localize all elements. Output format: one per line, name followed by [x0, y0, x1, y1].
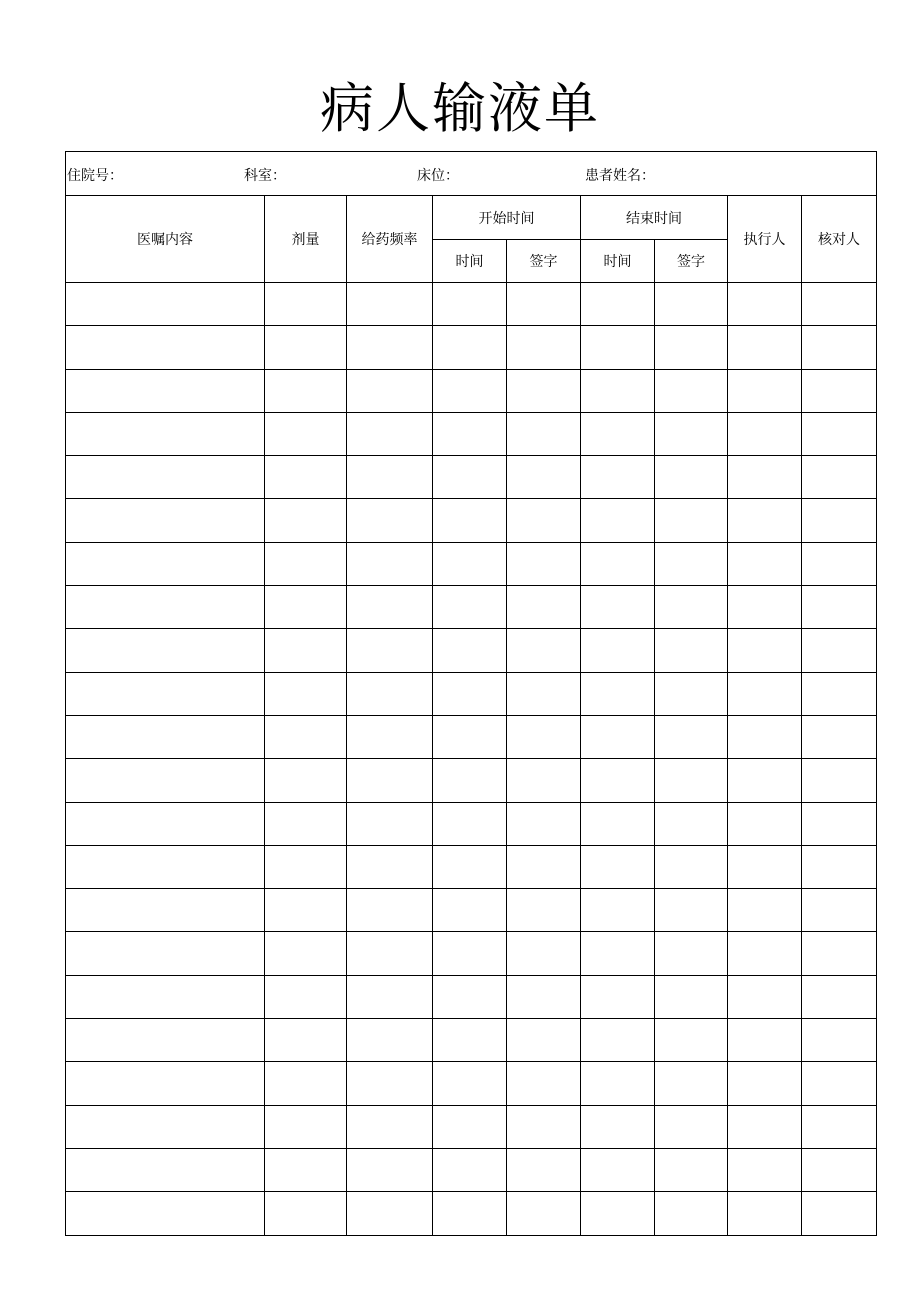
cell-end-signature[interactable] — [655, 369, 728, 412]
table-row — [66, 369, 877, 412]
cell-frequency[interactable] — [347, 1105, 433, 1148]
header-order-content: 医嘱内容 — [66, 196, 265, 283]
cell-start-time[interactable] — [433, 889, 507, 932]
cell-start-time[interactable] — [433, 672, 507, 715]
table-row — [66, 975, 877, 1018]
cell-frequency[interactable] — [347, 672, 433, 715]
cell-start-time[interactable] — [433, 975, 507, 1018]
cell-end-signature[interactable] — [655, 1105, 728, 1148]
cell-end-time[interactable] — [581, 283, 655, 326]
cell-executor[interactable] — [728, 1062, 802, 1105]
cell-dosage[interactable] — [265, 499, 347, 542]
cell-end-signature[interactable] — [655, 1192, 728, 1235]
cell-dosage[interactable] — [265, 542, 347, 585]
cell-dosage[interactable] — [265, 369, 347, 412]
cell-dosage[interactable] — [265, 456, 347, 499]
cell-checker[interactable] — [802, 412, 877, 455]
cell-dosage[interactable] — [265, 586, 347, 629]
cell-executor[interactable] — [728, 629, 802, 672]
cell-dosage[interactable] — [265, 672, 347, 715]
table-row — [66, 283, 877, 326]
table-row — [66, 629, 877, 672]
cell-end-time[interactable] — [581, 932, 655, 975]
cell-checker[interactable] — [802, 369, 877, 412]
cell-checker[interactable] — [802, 845, 877, 888]
cell-dosage[interactable] — [265, 715, 347, 758]
cell-order-content[interactable] — [66, 412, 265, 455]
cell-order-content[interactable] — [66, 456, 265, 499]
cell-end-signature[interactable] — [655, 889, 728, 932]
cell-start-time[interactable] — [433, 499, 507, 542]
table-row — [66, 889, 877, 932]
cell-checker[interactable] — [802, 326, 877, 369]
cell-end-signature[interactable] — [655, 586, 728, 629]
cell-frequency[interactable] — [347, 759, 433, 802]
cell-executor[interactable] — [728, 715, 802, 758]
cell-checker[interactable] — [802, 1192, 877, 1235]
cell-order-content[interactable] — [66, 499, 265, 542]
cell-order-content[interactable] — [66, 326, 265, 369]
cell-executor[interactable] — [728, 1148, 802, 1191]
cell-end-time[interactable] — [581, 326, 655, 369]
cell-executor[interactable] — [728, 412, 802, 455]
cell-start-signature[interactable] — [507, 889, 581, 932]
cell-frequency[interactable] — [347, 1148, 433, 1191]
cell-dosage[interactable] — [265, 412, 347, 455]
table-row — [66, 1062, 877, 1105]
cell-executor[interactable] — [728, 499, 802, 542]
cell-start-time[interactable] — [433, 586, 507, 629]
cell-checker[interactable] — [802, 672, 877, 715]
cell-start-signature[interactable] — [507, 1148, 581, 1191]
cell-order-content[interactable] — [66, 283, 265, 326]
cell-end-time[interactable] — [581, 889, 655, 932]
cell-frequency[interactable] — [347, 889, 433, 932]
cell-order-content[interactable] — [66, 759, 265, 802]
cell-executor[interactable] — [728, 1105, 802, 1148]
cell-start-signature[interactable] — [507, 672, 581, 715]
cell-start-signature[interactable] — [507, 1192, 581, 1235]
cell-order-content[interactable] — [66, 715, 265, 758]
patient-info-row — [66, 152, 877, 196]
cell-end-time[interactable] — [581, 586, 655, 629]
cell-start-time[interactable] — [433, 715, 507, 758]
cell-executor[interactable] — [728, 932, 802, 975]
cell-end-time[interactable] — [581, 369, 655, 412]
table-row — [66, 412, 877, 455]
bed-label: 床位： — [417, 168, 459, 184]
cell-order-content[interactable] — [66, 1019, 265, 1062]
table-row — [66, 586, 877, 629]
cell-end-signature[interactable] — [655, 1148, 728, 1191]
cell-end-signature[interactable] — [655, 629, 728, 672]
cell-order-content[interactable] — [66, 932, 265, 975]
cell-executor[interactable] — [728, 456, 802, 499]
table-row — [66, 1105, 877, 1148]
cell-executor[interactable] — [728, 672, 802, 715]
table-row — [66, 1148, 877, 1191]
cell-start-signature[interactable] — [507, 1019, 581, 1062]
cell-checker[interactable] — [802, 1062, 877, 1105]
cell-end-time[interactable] — [581, 629, 655, 672]
cell-frequency[interactable] — [347, 1062, 433, 1105]
cell-start-time[interactable] — [433, 932, 507, 975]
cell-start-signature[interactable] — [507, 975, 581, 1018]
cell-end-time[interactable] — [581, 759, 655, 802]
cell-dosage[interactable] — [265, 1105, 347, 1148]
cell-dosage[interactable] — [265, 1192, 347, 1235]
cell-start-signature[interactable] — [507, 1062, 581, 1105]
cell-frequency[interactable] — [347, 326, 433, 369]
cell-frequency[interactable] — [347, 283, 433, 326]
cell-checker[interactable] — [802, 1105, 877, 1148]
cell-end-signature[interactable] — [655, 845, 728, 888]
cell-checker[interactable] — [802, 802, 877, 845]
cell-dosage[interactable] — [265, 1148, 347, 1191]
cell-order-content[interactable] — [66, 802, 265, 845]
cell-checker[interactable] — [802, 283, 877, 326]
cell-checker[interactable] — [802, 1148, 877, 1191]
cell-frequency[interactable] — [347, 412, 433, 455]
cell-end-signature[interactable] — [655, 283, 728, 326]
cell-order-content[interactable] — [66, 889, 265, 932]
cell-start-time[interactable] — [433, 629, 507, 672]
cell-dosage[interactable] — [265, 326, 347, 369]
table-row — [66, 715, 877, 758]
cell-start-signature[interactable] — [507, 932, 581, 975]
cell-frequency[interactable] — [347, 802, 433, 845]
cell-checker[interactable] — [802, 499, 877, 542]
cell-executor[interactable] — [728, 759, 802, 802]
cell-start-time[interactable] — [433, 1192, 507, 1235]
header-row-top — [66, 196, 877, 240]
cell-dosage[interactable] — [265, 1019, 347, 1062]
cell-executor[interactable] — [728, 369, 802, 412]
cell-start-signature[interactable] — [507, 802, 581, 845]
cell-end-signature[interactable] — [655, 326, 728, 369]
cell-start-time[interactable] — [433, 1105, 507, 1148]
cell-start-time[interactable] — [433, 759, 507, 802]
cell-dosage[interactable] — [265, 802, 347, 845]
cell-executor[interactable] — [728, 586, 802, 629]
cell-frequency[interactable] — [347, 499, 433, 542]
cell-end-time[interactable] — [581, 1062, 655, 1105]
cell-dosage[interactable] — [265, 629, 347, 672]
table-row — [66, 326, 877, 369]
cell-executor[interactable] — [728, 802, 802, 845]
cell-start-signature[interactable] — [507, 412, 581, 455]
cell-executor[interactable] — [728, 283, 802, 326]
cell-start-signature[interactable] — [507, 499, 581, 542]
table-row — [66, 932, 877, 975]
cell-dosage[interactable] — [265, 975, 347, 1018]
cell-frequency[interactable] — [347, 845, 433, 888]
cell-checker[interactable] — [802, 542, 877, 585]
cell-end-signature[interactable] — [655, 1019, 728, 1062]
cell-order-content[interactable] — [66, 1192, 265, 1235]
header-dosage: 剂量 — [265, 196, 347, 283]
cell-order-content[interactable] — [66, 369, 265, 412]
cell-start-signature[interactable] — [507, 715, 581, 758]
header-end-time: 时间 — [581, 240, 655, 283]
cell-end-signature[interactable] — [655, 715, 728, 758]
cell-checker[interactable] — [802, 889, 877, 932]
cell-start-signature[interactable] — [507, 845, 581, 888]
cell-end-time[interactable] — [581, 1019, 655, 1062]
cell-end-time[interactable] — [581, 499, 655, 542]
cell-end-signature[interactable] — [655, 1062, 728, 1105]
cell-order-content[interactable] — [66, 1148, 265, 1191]
cell-end-time[interactable] — [581, 672, 655, 715]
cell-start-signature[interactable] — [507, 283, 581, 326]
cell-end-time[interactable] — [581, 542, 655, 585]
cell-end-signature[interactable] — [655, 672, 728, 715]
cell-frequency[interactable] — [347, 542, 433, 585]
cell-start-signature[interactable] — [507, 586, 581, 629]
cell-start-signature[interactable] — [507, 759, 581, 802]
cell-end-time[interactable] — [581, 802, 655, 845]
cell-end-signature[interactable] — [655, 542, 728, 585]
cell-end-signature[interactable] — [655, 412, 728, 455]
admission-no-label: 住院号： — [67, 168, 123, 184]
table-row — [66, 672, 877, 715]
cell-checker[interactable] — [802, 1019, 877, 1062]
cell-start-signature[interactable] — [507, 629, 581, 672]
cell-executor[interactable] — [728, 326, 802, 369]
infusion-table — [65, 151, 877, 1236]
cell-order-content[interactable] — [66, 542, 265, 585]
table-row — [66, 456, 877, 499]
cell-checker[interactable] — [802, 975, 877, 1018]
cell-dosage[interactable] — [265, 1062, 347, 1105]
cell-end-signature[interactable] — [655, 802, 728, 845]
table-row — [66, 759, 877, 802]
header-start-time: 时间 — [433, 240, 507, 283]
table-row — [66, 1019, 877, 1062]
cell-order-content[interactable] — [66, 672, 265, 715]
header-frequency: 给药频率 — [347, 196, 433, 283]
table-row — [66, 542, 877, 585]
cell-end-time[interactable] — [581, 1192, 655, 1235]
header-start-time-group: 开始时间 — [433, 196, 581, 240]
cell-dosage[interactable] — [265, 889, 347, 932]
header-start-signature: 签字 — [507, 240, 581, 283]
cell-executor[interactable] — [728, 1019, 802, 1062]
department-label: 科室： — [244, 168, 286, 184]
cell-executor[interactable] — [728, 889, 802, 932]
cell-end-time[interactable] — [581, 715, 655, 758]
cell-frequency[interactable] — [347, 932, 433, 975]
cell-executor[interactable] — [728, 1192, 802, 1235]
cell-start-time[interactable] — [433, 1019, 507, 1062]
cell-frequency[interactable] — [347, 715, 433, 758]
cell-dosage[interactable] — [265, 759, 347, 802]
patient-name-label: 患者姓名： — [585, 168, 655, 184]
table-row — [66, 1192, 877, 1235]
cell-end-time[interactable] — [581, 456, 655, 499]
cell-start-time[interactable] — [433, 542, 507, 585]
cell-frequency[interactable] — [347, 629, 433, 672]
cell-executor[interactable] — [728, 975, 802, 1018]
cell-frequency[interactable] — [347, 586, 433, 629]
cell-start-signature[interactable] — [507, 456, 581, 499]
cell-order-content[interactable] — [66, 975, 265, 1018]
cell-end-time[interactable] — [581, 1105, 655, 1148]
form-title: 病人输液单 — [320, 77, 600, 140]
cell-checker[interactable] — [802, 759, 877, 802]
cell-end-signature[interactable] — [655, 975, 728, 1018]
cell-dosage[interactable] — [265, 845, 347, 888]
cell-order-content[interactable] — [66, 586, 265, 629]
cell-end-time[interactable] — [581, 412, 655, 455]
cell-start-signature[interactable] — [507, 1105, 581, 1148]
cell-start-time[interactable] — [433, 369, 507, 412]
cell-start-signature[interactable] — [507, 326, 581, 369]
cell-order-content[interactable] — [66, 1105, 265, 1148]
cell-dosage[interactable] — [265, 932, 347, 975]
cell-start-time[interactable] — [433, 1062, 507, 1105]
header-end-signature: 签字 — [655, 240, 728, 283]
cell-checker[interactable] — [802, 456, 877, 499]
cell-start-signature[interactable] — [507, 542, 581, 585]
cell-checker[interactable] — [802, 932, 877, 975]
cell-end-time[interactable] — [581, 975, 655, 1018]
cell-start-time[interactable] — [433, 456, 507, 499]
header-end-time-group: 结束时间 — [581, 196, 728, 240]
cell-executor[interactable] — [728, 845, 802, 888]
table-row — [66, 499, 877, 542]
cell-dosage[interactable] — [265, 283, 347, 326]
cell-start-time[interactable] — [433, 845, 507, 888]
cell-start-time[interactable] — [433, 802, 507, 845]
cell-start-time[interactable] — [433, 326, 507, 369]
cell-start-time[interactable] — [433, 283, 507, 326]
cell-end-time[interactable] — [581, 1148, 655, 1191]
cell-frequency[interactable] — [347, 369, 433, 412]
cell-checker[interactable] — [802, 586, 877, 629]
header-executor: 执行人 — [728, 196, 802, 283]
cell-order-content[interactable] — [66, 629, 265, 672]
cell-frequency[interactable] — [347, 975, 433, 1018]
cell-checker[interactable] — [802, 629, 877, 672]
cell-start-time[interactable] — [433, 412, 507, 455]
cell-start-signature[interactable] — [507, 369, 581, 412]
cell-start-time[interactable] — [433, 1148, 507, 1191]
cell-order-content[interactable] — [66, 845, 265, 888]
cell-end-time[interactable] — [581, 845, 655, 888]
table-row — [66, 845, 877, 888]
cell-frequency[interactable] — [347, 1019, 433, 1062]
cell-end-signature[interactable] — [655, 932, 728, 975]
cell-checker[interactable] — [802, 715, 877, 758]
header-checker: 核对人 — [802, 196, 877, 283]
cell-end-signature[interactable] — [655, 456, 728, 499]
cell-frequency[interactable] — [347, 456, 433, 499]
cell-end-signature[interactable] — [655, 759, 728, 802]
cell-end-signature[interactable] — [655, 499, 728, 542]
cell-order-content[interactable] — [66, 1062, 265, 1105]
patient-info-cell — [66, 152, 877, 196]
cell-frequency[interactable] — [347, 1192, 433, 1235]
cell-executor[interactable] — [728, 542, 802, 585]
table-row — [66, 802, 877, 845]
